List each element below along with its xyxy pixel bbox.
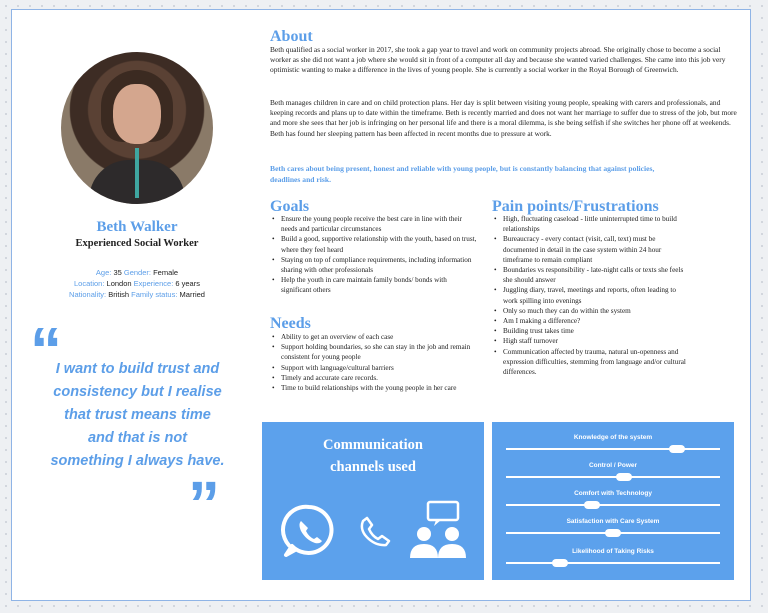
list-item: • Timely and accurate care records.	[281, 373, 479, 383]
about-paragraph-2: Beth manages children in care and on child protection plans. Her day is split between visiting young people, speaking with carers and professionals, and keeping records and plans up to date within the timeframe. Beth is recently married and does not want her marriage to suffer due to stress of the job, but more and more she sees that her job is infringing on her personal life and there is a moral dilemma, is she being selfish if she switches her phone off at weekends. Beth has found her sleeping pattern has been affected in recent months due to pressure at work.	[270, 98, 737, 138]
channels-title: Communication channels used	[323, 437, 423, 475]
persona-name: Beth Walker	[96, 219, 178, 235]
about-highlight: Beth cares about being present, honest and reliable with young people, but is constantly balancing that against policies, deadlines and risk.	[270, 164, 655, 184]
scale-track[interactable]	[506, 559, 720, 567]
pain-points-list	[492, 214, 688, 377]
list-item: • Communication affected by trauma, natural un-openness and expression difficulties, stemming from language and/or cultural differences.	[503, 347, 688, 378]
list-item: • Build a good, supportive relationship with the youth, based on trust, where they feel heard	[281, 234, 479, 254]
list-item: • Staying on top of compliance requirements, including information sharing with other professionals	[281, 255, 479, 275]
needs-heading: Needs	[270, 315, 311, 332]
scale-track[interactable]	[506, 501, 720, 509]
persona-role: Experienced Social Worker	[75, 238, 199, 249]
goals-heading: Goals	[270, 198, 310, 215]
scale-knob[interactable]	[552, 559, 568, 567]
whatsapp-icon	[280, 502, 338, 560]
communication-channels-panel	[262, 422, 484, 580]
scale-row	[506, 490, 720, 509]
open-quote-icon: “	[30, 314, 62, 386]
goals-list	[270, 214, 479, 296]
list-item: • Time to build relationships with the young people in her care	[281, 383, 479, 393]
meeting-icon	[406, 498, 470, 560]
needs-list	[270, 332, 479, 393]
scale-label: Likelihood of Taking Risks	[572, 548, 654, 555]
profile-photo	[61, 52, 213, 204]
list-item: • Am I making a difference?	[503, 316, 688, 326]
phone-icon	[358, 514, 392, 548]
list-item: • Ability to get an overview of each case	[281, 332, 479, 342]
list-item: • Boundaries vs responsibility - late-night calls or texts she feels she should answer	[503, 265, 688, 285]
scale-knob[interactable]	[669, 445, 685, 453]
list-item: • Support with language/cultural barriers	[281, 363, 479, 373]
meta-row-age-gender: Age: 35 Gender: Female	[95, 268, 179, 277]
list-item: • Help the youth in care maintain family bonds/ bonds with significant others	[281, 275, 479, 295]
about-paragraph-1: Beth qualified as a social worker in 2017, she took a gap year to travel and work on community projects abroad. She originally chose to become a social worker as she did not want a job where she would sit in front of a computer all day and because she wanted varied challenges. She came into this job very optimistic wanting to make a difference in the lives of young people. She is currently a social worker in the Royal Borough of Greenwich.	[270, 45, 726, 75]
scale-row	[506, 548, 720, 567]
scale-row	[506, 518, 720, 537]
scale-track[interactable]	[506, 473, 720, 481]
pain-points-heading: Pain points/Frustrations	[492, 198, 659, 215]
list-item: • High staff turnover	[503, 336, 688, 346]
attribute-scales-panel	[492, 422, 734, 580]
scale-knob[interactable]	[605, 529, 621, 537]
list-item: • Ensure the young people receive the best care in line with their needs and particular circumstances	[281, 214, 479, 234]
persona-quote: I want to build trust and consistency but I realise that trust means time and that is not something I always have.	[50, 361, 225, 469]
list-item: • Bureaucracy - every contact (visit, call, text) must be documented in detail in the case system within 24 hour timeframe to remain compliant	[503, 234, 688, 265]
scale-row	[506, 434, 720, 453]
list-item: • Juggling diary, travel, meetings and reports, often leading to work spilling into evenings	[503, 285, 688, 305]
about-heading: About	[270, 28, 313, 45]
meta-row-nationality: Nationality: British Family status: Married	[69, 290, 205, 299]
meta-row-location: Location: London Experience: 6 years	[74, 279, 200, 288]
scale-knob[interactable]	[616, 473, 632, 481]
list-item: • Only so much they can do within the system	[503, 306, 688, 316]
list-item: • Building trust takes time	[503, 326, 688, 336]
scale-knob[interactable]	[584, 501, 600, 509]
scale-label: Knowledge of the system	[573, 434, 653, 441]
scale-track[interactable]	[506, 445, 720, 453]
scale-track[interactable]	[506, 529, 720, 537]
scale-row	[506, 462, 720, 481]
scale-label: Control / Power	[588, 462, 638, 469]
list-item: • Support holding boundaries, so she can stay in the job and remain consistent for young people	[281, 342, 479, 362]
scale-label: Satisfaction with Care System	[566, 518, 660, 525]
scale-label: Comfort with Technology	[574, 490, 652, 497]
list-item: • High, fluctuating caseload - little uninterrupted time to build relationships	[503, 214, 688, 234]
close-quote-icon: ”	[188, 468, 220, 540]
